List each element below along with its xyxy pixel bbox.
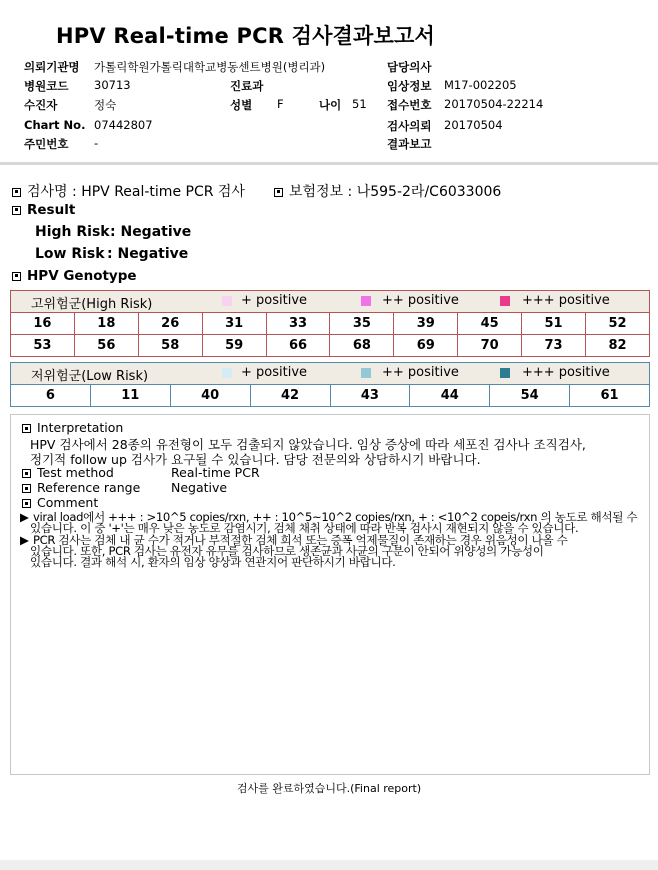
genotype-cell: 40: [170, 385, 250, 407]
doctor-label: 담당의사: [387, 60, 432, 74]
comment-1b: 있습니다. 이 중 '+'는 매우 낮은 농도로 감염시기, 검체 채취 상태에 따라 반복 검사시 재현되지 않을 수 있습니다.: [30, 521, 579, 535]
receipt-value: 20170504-22214: [444, 97, 544, 111]
interpretation-title: [22, 420, 123, 435]
genotype-cell: 16: [11, 313, 75, 335]
low-risk-genotype-box: [10, 362, 650, 407]
legend-plus: + positive: [241, 293, 308, 308]
clinical-label: 임상정보: [387, 79, 432, 93]
low-risk-group-label: 저위험군(Low Risk): [31, 369, 149, 384]
legend-swatch-plus3: [500, 368, 510, 378]
method-value: Real-time PCR: [171, 465, 260, 480]
test-name-value: HPV Real-time PCR 검사: [81, 184, 245, 200]
legend-plus: + positive: [241, 365, 308, 380]
genotype-cell: 43: [330, 385, 410, 407]
legend-swatch-plus2: [361, 296, 371, 306]
genotype-cell: 39: [394, 313, 458, 335]
comment-2c: 있습니다. 결과 해석 시, 환자의 임상 양상과 연관지어 판단하시기 바랍니다.: [30, 555, 396, 569]
genotype-cell: 66: [266, 335, 330, 357]
legend-swatch-plus3: [500, 296, 510, 306]
patient-value: 정숙: [94, 98, 117, 112]
test-name-row: [12, 181, 245, 201]
institution-label: 의뢰기관명: [24, 60, 80, 74]
high-risk-genotype-box: [10, 290, 650, 357]
genotype-cell: 42: [250, 385, 330, 407]
low-risk-table: [10, 384, 650, 407]
receipt-label: 접수번호: [387, 98, 432, 112]
comment-2b: 있습니다. 또한, PCR 검사는 유전자 유무를 검사하므로 생존균과 사균의 구분이 안되어 위양성의 가능성이: [30, 544, 544, 558]
high-risk-header: [10, 290, 650, 312]
bullet-icon: ▶: [20, 533, 29, 547]
high-risk-group-label: 고위험군(High Risk): [31, 297, 153, 312]
checkbox-icon: [22, 469, 31, 478]
genotype-cell: 35: [330, 313, 394, 335]
dept-label: 진료과: [230, 79, 264, 93]
high-risk-value: : Negative: [110, 224, 192, 240]
low-risk-value: : Negative: [107, 246, 189, 262]
patient-label: 수진자: [24, 98, 58, 112]
genotype-cell: 53: [11, 335, 75, 357]
genotype-section-title: [12, 268, 137, 284]
checkbox-icon: [274, 188, 283, 197]
hospital-code-label: 병원코드: [24, 79, 69, 93]
bullet-icon: ▶: [20, 510, 29, 524]
interpretation-label: Interpretation: [37, 420, 124, 435]
checkbox-icon: [12, 272, 21, 281]
genotype-cell: 6: [11, 385, 91, 407]
range-label: Reference range: [37, 480, 141, 495]
low-risk-header: [10, 362, 650, 384]
report-title: HPV Real-time PCR 검사결과보고서: [56, 24, 435, 48]
legend-swatch-plus: [222, 368, 232, 378]
comment-2a: PCR 검사는 검체 내 균 수가 적거나 부적절한 검체 희석 또는 증폭 억제물질이 존재하는 경우 위음성이 나올 수: [33, 533, 568, 547]
test-name-label: 검사명 :: [27, 184, 77, 200]
genotype-cell: 51: [522, 313, 586, 335]
legend-swatch-plus: [222, 296, 232, 306]
genotype-cell: 73: [522, 335, 586, 357]
request-value: 20170504: [444, 118, 503, 132]
genotype-cell: 45: [458, 313, 522, 335]
genotype-cell: 82: [586, 335, 650, 357]
legend-swatch-plus2: [361, 368, 371, 378]
high-risk-table: [10, 312, 650, 357]
genotype-cell: 56: [74, 335, 138, 357]
comment-1a: viral load에서 +++ : >10^5 copies/rxn, ++ : 10^5~10^2 copies/rxn, + : <10^2 copeis/rxn 의 농도로 해석될 수: [33, 510, 638, 524]
sex-label: 성별: [230, 98, 253, 112]
genotype-cell: 26: [138, 313, 202, 335]
genotype-cell: 33: [266, 313, 330, 335]
genotype-cell: 68: [330, 335, 394, 357]
checkbox-icon: [22, 484, 31, 493]
institution-value: 가톨릭학원가톨릭대학교병동센트병원(병리과): [94, 60, 326, 74]
hospital-code-value: 30713: [94, 78, 131, 92]
interpretation-line1: HPV 검사에서 28종의 유전형이 모두 검출되지 않았습니다. 임상 증상에 따라 세포진 검사나 조직검사,: [30, 437, 586, 452]
insurance-label: 보험정보 :: [289, 184, 353, 200]
checkbox-icon: [12, 206, 21, 215]
bottom-bar: [0, 860, 658, 870]
id-value: -: [94, 136, 99, 150]
genotype-cell: 31: [202, 313, 266, 335]
genotype-cell: 69: [394, 335, 458, 357]
method-label: Test method: [37, 465, 114, 480]
method-row: [22, 465, 114, 480]
checkbox-icon: [22, 499, 31, 508]
table-row: [11, 335, 650, 357]
request-label: 검사의뢰: [387, 119, 432, 133]
genotype-cell: 61: [570, 385, 650, 407]
final-report-text: 검사를 완료하였습니다.(Final report): [236, 782, 422, 795]
range-row: [22, 480, 140, 495]
genotype-section-label: HPV Genotype: [27, 268, 137, 284]
comment-label: Comment: [37, 495, 99, 510]
legend-plus2: ++ positive: [382, 365, 459, 380]
sex-value: F: [277, 97, 284, 111]
checkbox-icon: [22, 424, 31, 433]
insurance-value: 나595-2라/C6033006: [356, 184, 502, 200]
header-divider: [0, 162, 658, 165]
genotype-cell: 11: [90, 385, 170, 407]
result-section-title: [12, 202, 75, 218]
checkbox-icon: [12, 188, 21, 197]
interpretation-line2: 정기적 follow up 검사가 요구될 수 있습니다. 담당 전문의와 상담하시기 바랍니다.: [30, 452, 481, 467]
genotype-cell: 58: [138, 335, 202, 357]
age-label: 나이: [319, 98, 342, 112]
chart-label: Chart No.: [24, 118, 86, 132]
interpretation-box: [10, 414, 650, 775]
genotype-cell: 54: [490, 385, 570, 407]
genotype-cell: 59: [202, 335, 266, 357]
legend-plus3: +++ positive: [522, 293, 610, 308]
range-value: Negative: [171, 480, 228, 495]
high-risk-label: High Risk: [35, 224, 110, 240]
report-label: 결과보고: [387, 137, 432, 151]
id-label: 주민번호: [24, 137, 69, 151]
genotype-cell: 44: [410, 385, 490, 407]
comment-row: [22, 495, 98, 510]
result-section-label: Result: [27, 202, 76, 218]
genotype-cell: 18: [74, 313, 138, 335]
legend-plus3: +++ positive: [522, 365, 610, 380]
table-row: [11, 385, 650, 407]
genotype-cell: 70: [458, 335, 522, 357]
legend-plus2: ++ positive: [382, 293, 459, 308]
genotype-cell: 52: [586, 313, 650, 335]
insurance-row: [274, 181, 501, 201]
low-risk-label: Low Risk: [35, 246, 105, 262]
chart-value: 07442807: [94, 118, 153, 132]
clinical-value: M17-002205: [444, 78, 517, 92]
age-value: 51: [352, 97, 367, 111]
table-row: [11, 313, 650, 335]
